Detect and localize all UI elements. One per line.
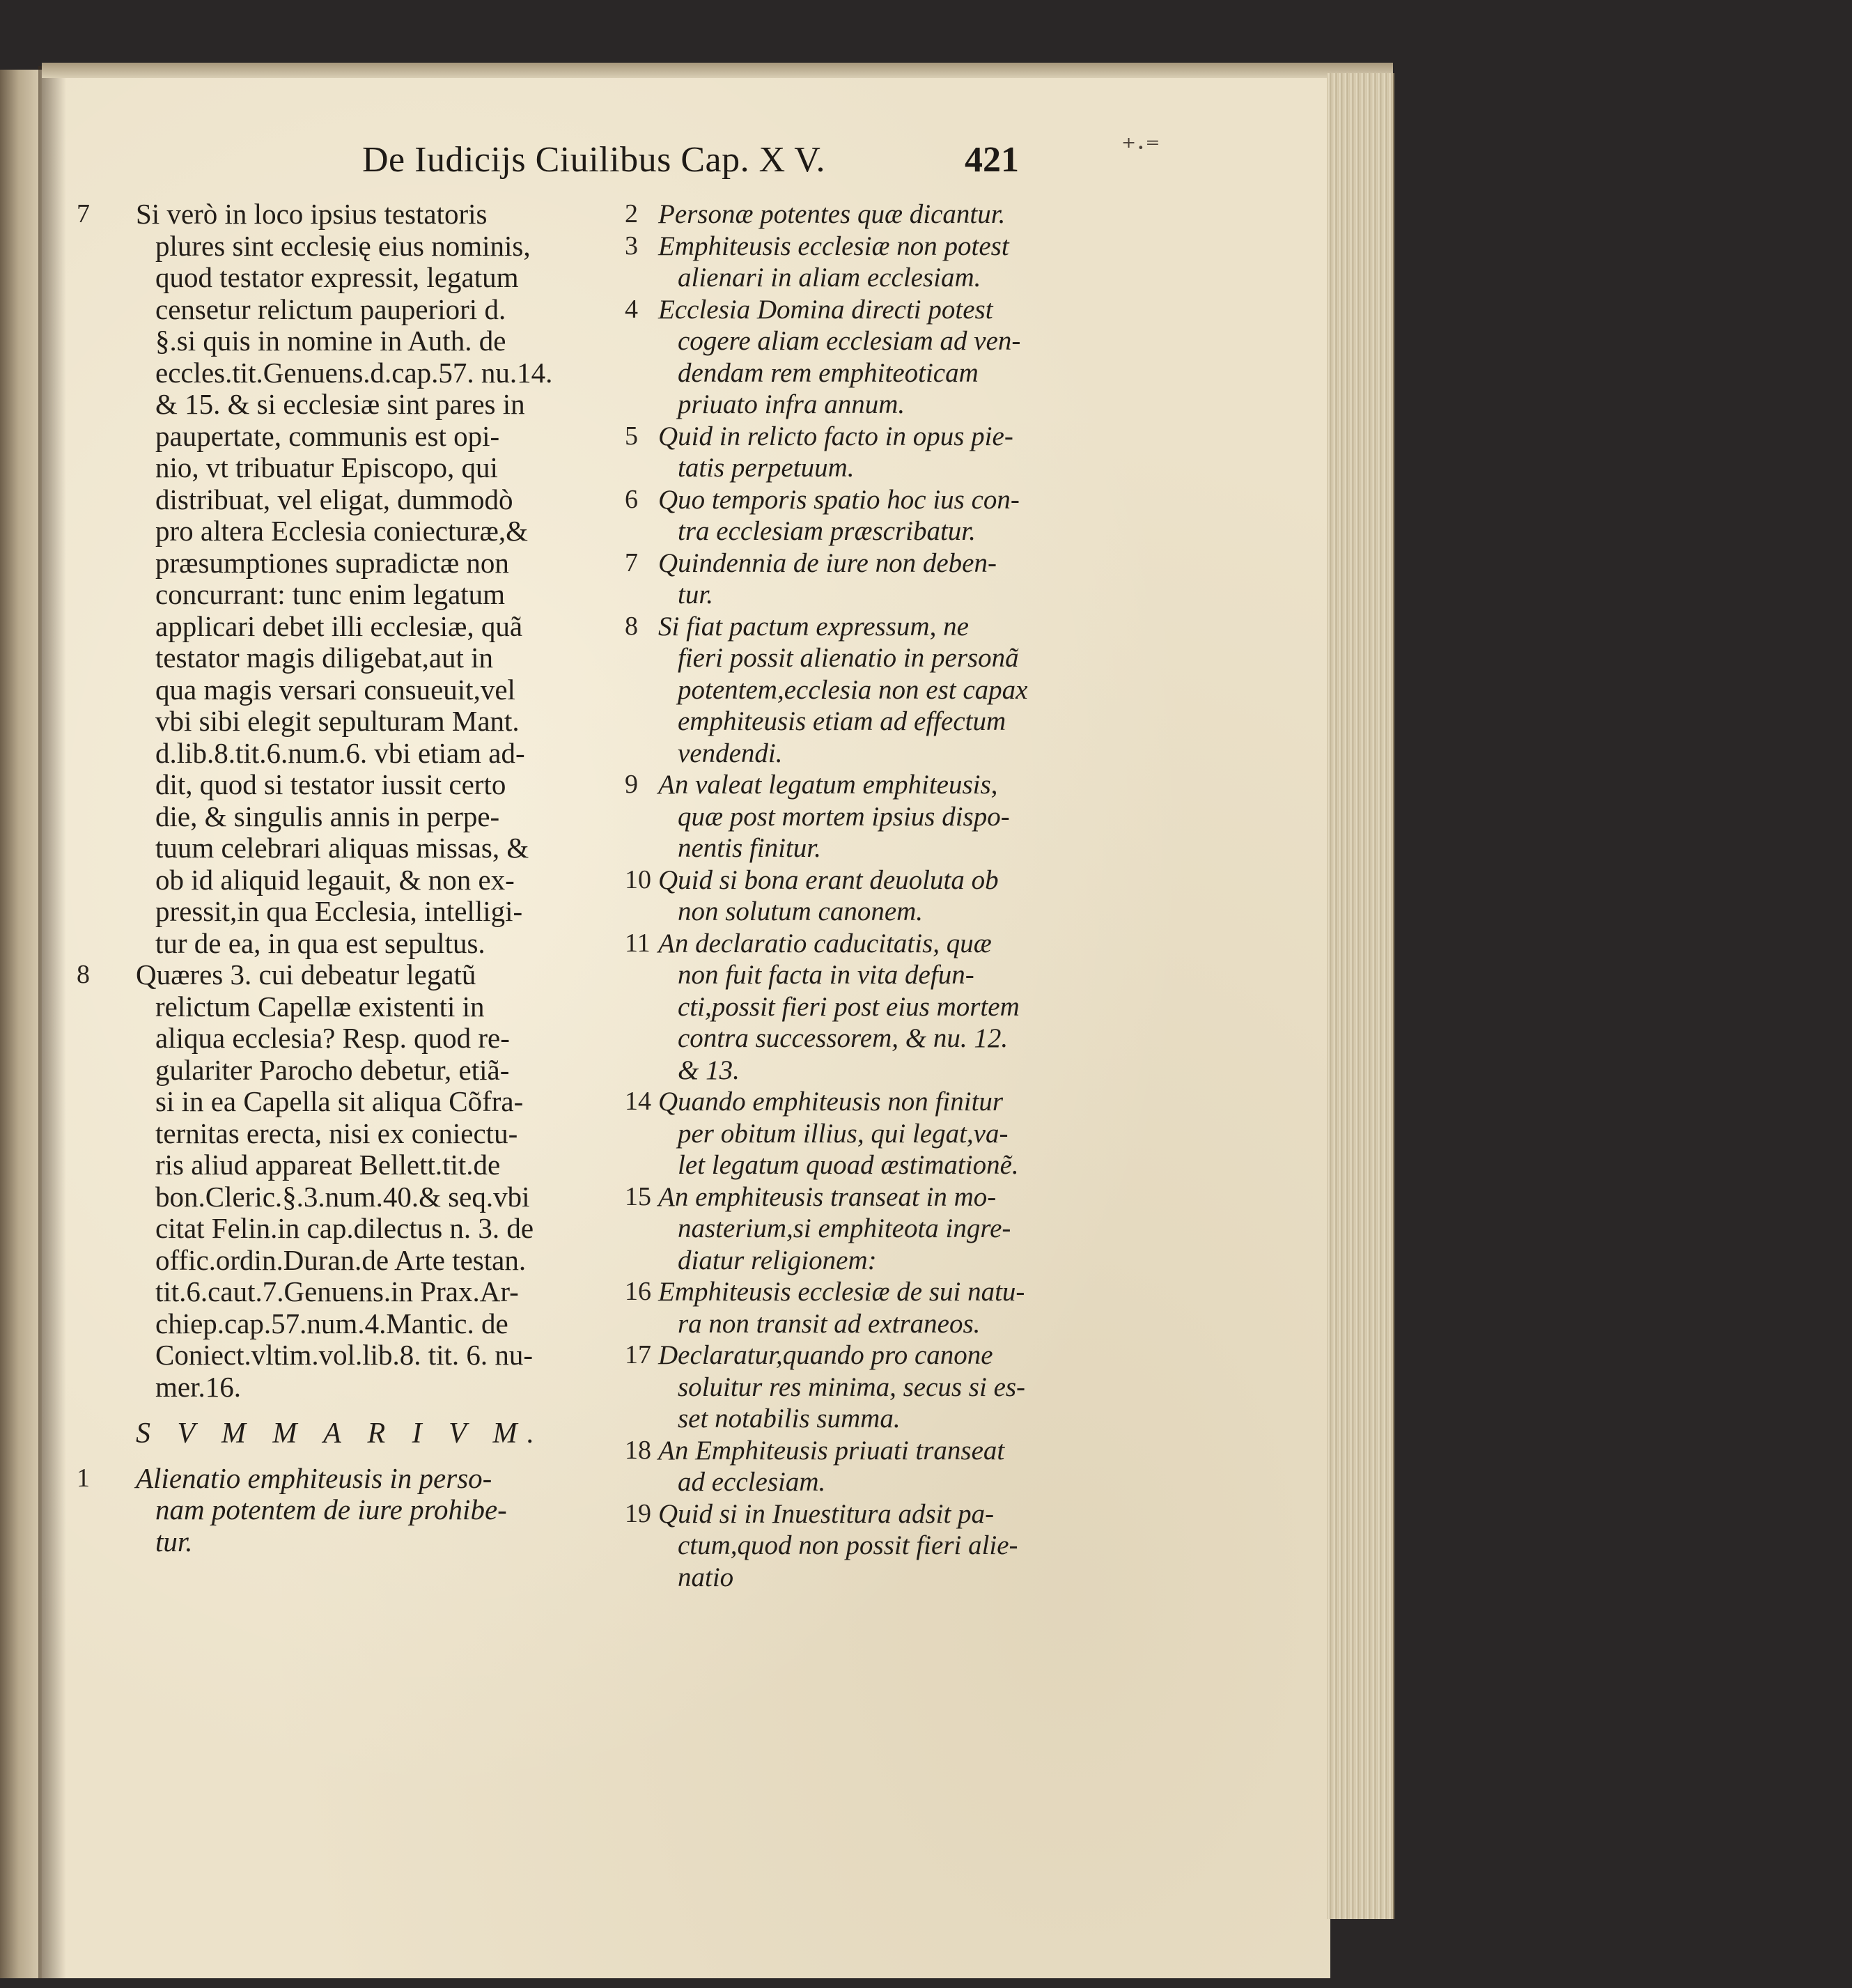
line-text: nentis finitur. xyxy=(678,833,821,863)
line-text: nio, vt tribuatur Episcopo, qui xyxy=(155,451,498,483)
text-line xyxy=(77,958,616,991)
line-text: gulariter Parocho debetur, etiã- xyxy=(155,1053,510,1086)
text-line xyxy=(77,198,616,231)
text-line xyxy=(136,1118,616,1150)
text-line xyxy=(136,1245,616,1277)
line-text: nasterium,si emphiteota ingre- xyxy=(678,1213,1011,1243)
text-line xyxy=(625,1181,1097,1213)
line-text: An valeat legatum emphiteusis, xyxy=(658,770,998,800)
line-text: tur. xyxy=(678,580,713,609)
text-line xyxy=(136,1372,616,1404)
item-number: 6 xyxy=(625,484,638,514)
text-line xyxy=(136,231,616,263)
item-number: 4 xyxy=(625,294,638,324)
text-line xyxy=(136,1494,616,1526)
line-text: quod testator expressit, legatum xyxy=(155,261,519,293)
text-line xyxy=(658,1562,1097,1594)
text-line xyxy=(136,294,616,326)
line-text: tur de ea, in qua est sepultus. xyxy=(155,926,485,959)
line-text: tra ecclesiam præscribatur. xyxy=(678,516,976,546)
line-text: cti,possit fieri post eius mortem xyxy=(678,991,1020,1022)
line-text: Emphiteusis ecclesiæ non potest xyxy=(658,231,1009,261)
text-line xyxy=(625,231,1097,263)
text-line xyxy=(136,896,616,928)
item-number: 8 xyxy=(77,960,90,989)
text-line xyxy=(625,421,1097,453)
line-text: priuato infra annum. xyxy=(678,389,905,419)
text-line xyxy=(136,864,616,896)
line-text: & 15. & si ecclesiæ sint pares in xyxy=(155,388,525,420)
line-text: nam potentem de iure prohibe- xyxy=(155,1493,507,1525)
text-line xyxy=(136,1023,616,1055)
line-text: Quid si in Inuestitura adsit pa- xyxy=(658,1498,995,1529)
line-text: Si verò in loco ipsius testatoris xyxy=(136,198,488,230)
text-line xyxy=(625,1339,1097,1372)
line-text: ob id aliquid legauit, & non ex- xyxy=(155,863,515,896)
line-text: applicari debet illi ecclesiæ, quã xyxy=(155,609,523,642)
line-text: aliqua ecclesia? Resp. quod re- xyxy=(155,1022,510,1054)
line-text: vbi sibi elegit sepulturam Mant. xyxy=(155,705,520,737)
item-number: 19 xyxy=(625,1498,651,1528)
line-text: Alienatio emphiteusis in perso- xyxy=(136,1461,492,1494)
item-number: 17 xyxy=(625,1340,651,1369)
line-text: ra non transit ad extraneos. xyxy=(678,1308,981,1339)
line-text: quæ post mortem ipsius dispo- xyxy=(678,801,1010,832)
text-line xyxy=(136,832,616,864)
text-line xyxy=(658,1149,1097,1181)
text-line xyxy=(136,421,616,453)
line-text: citat Felin.in cap.dilectus n. 3. de xyxy=(155,1212,534,1244)
line-text: chiep.cap.57.num.4.Mantic. de xyxy=(155,1307,508,1339)
line-text: tur. xyxy=(155,1525,193,1558)
line-text: concurrant: tunc enim legatum xyxy=(155,578,506,610)
text-line xyxy=(658,801,1097,833)
text-line xyxy=(658,579,1097,611)
line-text: Quæres 3. cui debeatur legatũ xyxy=(136,958,476,991)
page-number: 421 xyxy=(965,140,1019,180)
item-number: 1 xyxy=(77,1463,90,1493)
right-column-summary-list xyxy=(625,199,1097,1593)
text-line xyxy=(658,1372,1097,1404)
line-text: qua magis versari consueuit,vel xyxy=(155,673,515,706)
text-line xyxy=(77,1461,616,1495)
text-line xyxy=(625,864,1097,896)
line-text: eccles.tit.Genuens.d.cap.57. nu.14. xyxy=(155,356,553,389)
text-line xyxy=(658,262,1097,294)
text-line xyxy=(136,1149,616,1181)
item-number: 9 xyxy=(625,770,638,799)
line-text: relictum Capellæ existenti in xyxy=(155,990,485,1023)
left-column-text xyxy=(77,198,616,1403)
text-line xyxy=(625,294,1097,326)
line-text: Si fiat pactum expressum, ne xyxy=(658,611,969,642)
line-text: Quid si bona erant deuoluta ob xyxy=(658,864,999,895)
text-line xyxy=(625,199,1097,231)
text-line xyxy=(136,484,616,516)
text-line xyxy=(625,484,1097,516)
item-number: 7 xyxy=(625,548,638,577)
item-number: 2 xyxy=(625,199,638,228)
text-line xyxy=(136,611,616,643)
text-line xyxy=(136,389,616,421)
line-text: Personæ potentes quæ dicantur. xyxy=(658,199,1006,229)
text-line xyxy=(136,991,616,1023)
text-line xyxy=(658,706,1097,738)
line-text: ctum,quod non possit fieri alie- xyxy=(678,1530,1018,1560)
item-number: 14 xyxy=(625,1087,651,1116)
line-text: tatis perpetuum. xyxy=(678,453,855,483)
line-text: tuum celebrari aliquas missas, & xyxy=(155,832,529,864)
ink-mark-icon: ⁺·⁼ xyxy=(1121,132,1160,163)
text-line xyxy=(136,1308,616,1340)
item-number: 11 xyxy=(625,928,651,958)
line-text: Declaratur,quando pro canone xyxy=(658,1340,993,1370)
text-line xyxy=(136,452,616,484)
line-text: censetur relictum pauperiori d. xyxy=(155,293,506,325)
line-text: pro altera Ecclesia coniecturæ,& xyxy=(155,515,529,547)
item-number: 16 xyxy=(625,1277,651,1306)
text-line xyxy=(136,1181,616,1213)
line-text: potentem,ecclesia non est capax xyxy=(678,674,1028,705)
line-text: Quando emphiteusis non finitur xyxy=(658,1087,1004,1117)
line-text: An Emphiteusis priuati transeat xyxy=(658,1435,1005,1466)
line-text: §.si quis in nomine in Auth. de xyxy=(155,325,506,357)
item-number: 7 xyxy=(77,199,90,228)
line-text: præsumptiones supradictæ non xyxy=(155,546,509,579)
text-line xyxy=(136,738,616,770)
line-text: let legatum quoad æstimationẽ. xyxy=(678,1150,1019,1180)
text-line xyxy=(136,1213,616,1245)
text-line xyxy=(658,389,1097,421)
text-line xyxy=(136,262,616,294)
line-text: pressit,in qua Ecclesia, intelligi- xyxy=(155,895,523,927)
summary-heading: S V M M A R I V M. xyxy=(136,1418,545,1450)
text-line xyxy=(136,548,616,580)
text-line xyxy=(136,325,616,357)
text-line xyxy=(658,1403,1097,1435)
text-line xyxy=(658,832,1097,864)
text-line xyxy=(136,579,616,611)
item-number: 10 xyxy=(625,864,651,894)
text-line xyxy=(658,325,1097,357)
right-column xyxy=(625,199,1097,1593)
text-line xyxy=(136,1526,616,1558)
text-line xyxy=(136,1086,616,1118)
line-text: Quid in relicto facto in opus pie- xyxy=(658,421,1013,451)
text-line xyxy=(136,928,616,960)
text-line xyxy=(136,1055,616,1087)
item-number: 18 xyxy=(625,1435,651,1465)
line-text: ternitas erecta, nisi ex coniectu- xyxy=(155,1117,518,1149)
text-line xyxy=(136,642,616,674)
line-text: Ecclesia Domina directi potest xyxy=(658,294,993,325)
left-page-edge xyxy=(0,70,42,1978)
text-line xyxy=(136,1276,616,1308)
text-line xyxy=(658,357,1097,389)
line-text: natio xyxy=(678,1562,734,1592)
text-line xyxy=(658,1308,1097,1340)
text-line xyxy=(658,896,1097,928)
line-text: An emphiteusis transeat in mo- xyxy=(658,1181,997,1212)
text-line xyxy=(658,1118,1097,1150)
text-line xyxy=(658,1530,1097,1562)
text-line xyxy=(136,706,616,738)
line-text: paupertate, communis est opi- xyxy=(155,419,500,452)
text-line xyxy=(658,452,1097,484)
line-text: ad ecclesiam. xyxy=(678,1467,826,1497)
text-line xyxy=(625,1498,1097,1530)
line-text: mer.16. xyxy=(155,1370,241,1403)
line-text: Quo temporis spatio hoc ius con- xyxy=(658,484,1020,515)
text-line xyxy=(136,801,616,833)
text-line xyxy=(658,991,1097,1023)
line-text: plures sint ecclesię eius nominis, xyxy=(155,229,531,262)
line-text: tit.6.caut.7.Genuens.in Prax.Ar- xyxy=(155,1275,519,1307)
text-line xyxy=(136,769,616,801)
text-line xyxy=(658,1023,1097,1055)
gutter-shadow xyxy=(38,66,66,1978)
line-text: die, & singulis annis in perpe- xyxy=(155,800,500,832)
line-text: non solutum canonem. xyxy=(678,896,924,926)
line-text: Coniect.vltim.vol.lib.8. tit. 6. nu- xyxy=(155,1339,534,1371)
text-line xyxy=(658,515,1097,548)
summary-list xyxy=(77,1461,616,1558)
line-text: si in ea Capella sit aliqua Cõfra- xyxy=(155,1085,524,1117)
text-line xyxy=(625,769,1097,801)
text-line xyxy=(658,1213,1097,1245)
line-text: testator magis diligebat,aut in xyxy=(155,642,494,674)
text-line xyxy=(136,1339,616,1372)
text-line xyxy=(625,1276,1097,1308)
line-text: alienari in aliam ecclesiam. xyxy=(678,263,981,293)
line-text: distribuat, vel eligat, dummodò xyxy=(155,483,513,515)
line-text: offic.ordin.Duran.de Arte testan. xyxy=(155,1243,527,1276)
line-text: Quindennia de iure non deben- xyxy=(658,548,997,578)
line-text: soluitur res minima, secus si es- xyxy=(678,1372,1026,1402)
text-line xyxy=(658,1055,1097,1087)
text-line xyxy=(658,1245,1097,1277)
page-top-edge xyxy=(42,63,1393,78)
text-line xyxy=(658,738,1097,770)
line-text: set notabilis summa. xyxy=(678,1404,901,1434)
text-line xyxy=(625,1086,1097,1118)
line-text: cogere aliam ecclesiam ad ven- xyxy=(678,326,1021,356)
line-text: dendam rem emphiteoticam xyxy=(678,357,979,388)
text-line xyxy=(625,928,1097,960)
left-column xyxy=(77,198,616,1558)
line-text: & 13. xyxy=(678,1055,740,1085)
line-text: diatur religionem: xyxy=(678,1245,877,1275)
line-text: emphiteusis etiam ad effectum xyxy=(678,706,1006,736)
text-line xyxy=(136,357,616,389)
text-line xyxy=(658,959,1097,991)
line-text: Emphiteusis ecclesiæ de sui natu- xyxy=(658,1277,1025,1307)
line-text: d.lib.8.tit.6.num.6. vbi etiam ad- xyxy=(155,736,525,769)
line-text: ris aliud appareat Bellett.tit.de xyxy=(155,1149,501,1181)
text-line xyxy=(625,1435,1097,1467)
line-text: fieri possit alienatio in personã xyxy=(678,643,1019,673)
text-line xyxy=(658,674,1097,706)
text-line xyxy=(658,1466,1097,1498)
line-text: bon.Cleric.§.3.num.40.& seq.vbi xyxy=(155,1180,530,1213)
text-line xyxy=(136,674,616,706)
text-line xyxy=(625,548,1097,580)
item-number: 15 xyxy=(625,1181,651,1211)
item-number: 8 xyxy=(625,611,638,641)
text-line xyxy=(136,515,616,548)
line-text: vendendi. xyxy=(678,738,783,768)
item-number: 5 xyxy=(625,421,638,451)
line-text: dit, quod si testator iussit certo xyxy=(155,768,506,800)
line-text: An declaratio caducitatis, quæ xyxy=(658,928,992,958)
line-text: non fuit facta in vita defun- xyxy=(678,960,974,990)
text-line xyxy=(625,611,1097,643)
fore-edge-pages xyxy=(1327,73,1394,1919)
item-number: 3 xyxy=(625,231,638,261)
running-head: De Iudicijs Ciuilibus Cap. X V. xyxy=(362,140,826,180)
line-text: contra successorem, & nu. 12. xyxy=(678,1023,1009,1053)
line-text: per obitum illius, qui legat,va- xyxy=(678,1118,1009,1149)
text-line xyxy=(658,642,1097,674)
